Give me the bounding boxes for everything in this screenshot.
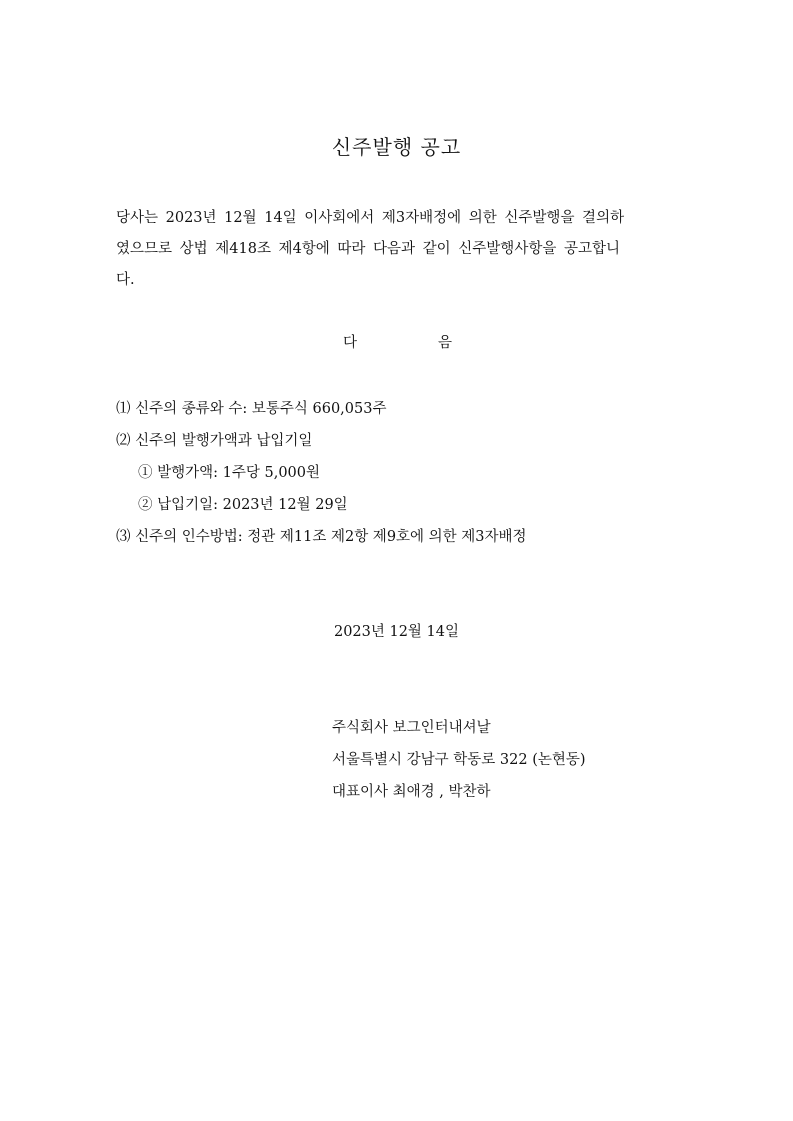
company-name: 주식회사 보그인터내셔날 (332, 720, 491, 736)
list-item: ⑵ 신주의 발행가액과 납입기일 (116, 433, 313, 449)
announcement-date: 2023년 12월 14일 (333, 624, 460, 640)
section-heading-right: 음 (438, 335, 453, 351)
intro-paragraph (116, 203, 680, 296)
company-address: 서울특별시 강남구 학동로 322 (논현동) (332, 752, 586, 768)
intro-line: 당사는 2023년 12월 14일 이사회에서 제3자배정에 의한 신주발행을 결의하 (116, 210, 625, 226)
intro-line: 다. (116, 272, 135, 288)
document-title: 신주발행 공고 (331, 135, 462, 159)
section-heading-left: 다 (343, 335, 358, 351)
sub-list-item: ① 발행가액: 1주당 5,000원 (138, 465, 320, 481)
sub-list-item: ② 납입기일: 2023년 12월 29일 (138, 497, 348, 513)
representative-names: 대표이사 최애경 , 박찬하 (332, 784, 491, 800)
list-item: ⑶ 신주의 인수방법: 정관 제11조 제2항 제9호에 의한 제3자배정 (116, 529, 527, 545)
intro-line: 였으므로 상법 제418조 제4항에 따라 다음과 같이 신주발행사항을 공고합니 (116, 241, 620, 257)
list-item: ⑴ 신주의 종류와 수: 보통주식 660,053주 (116, 401, 387, 417)
